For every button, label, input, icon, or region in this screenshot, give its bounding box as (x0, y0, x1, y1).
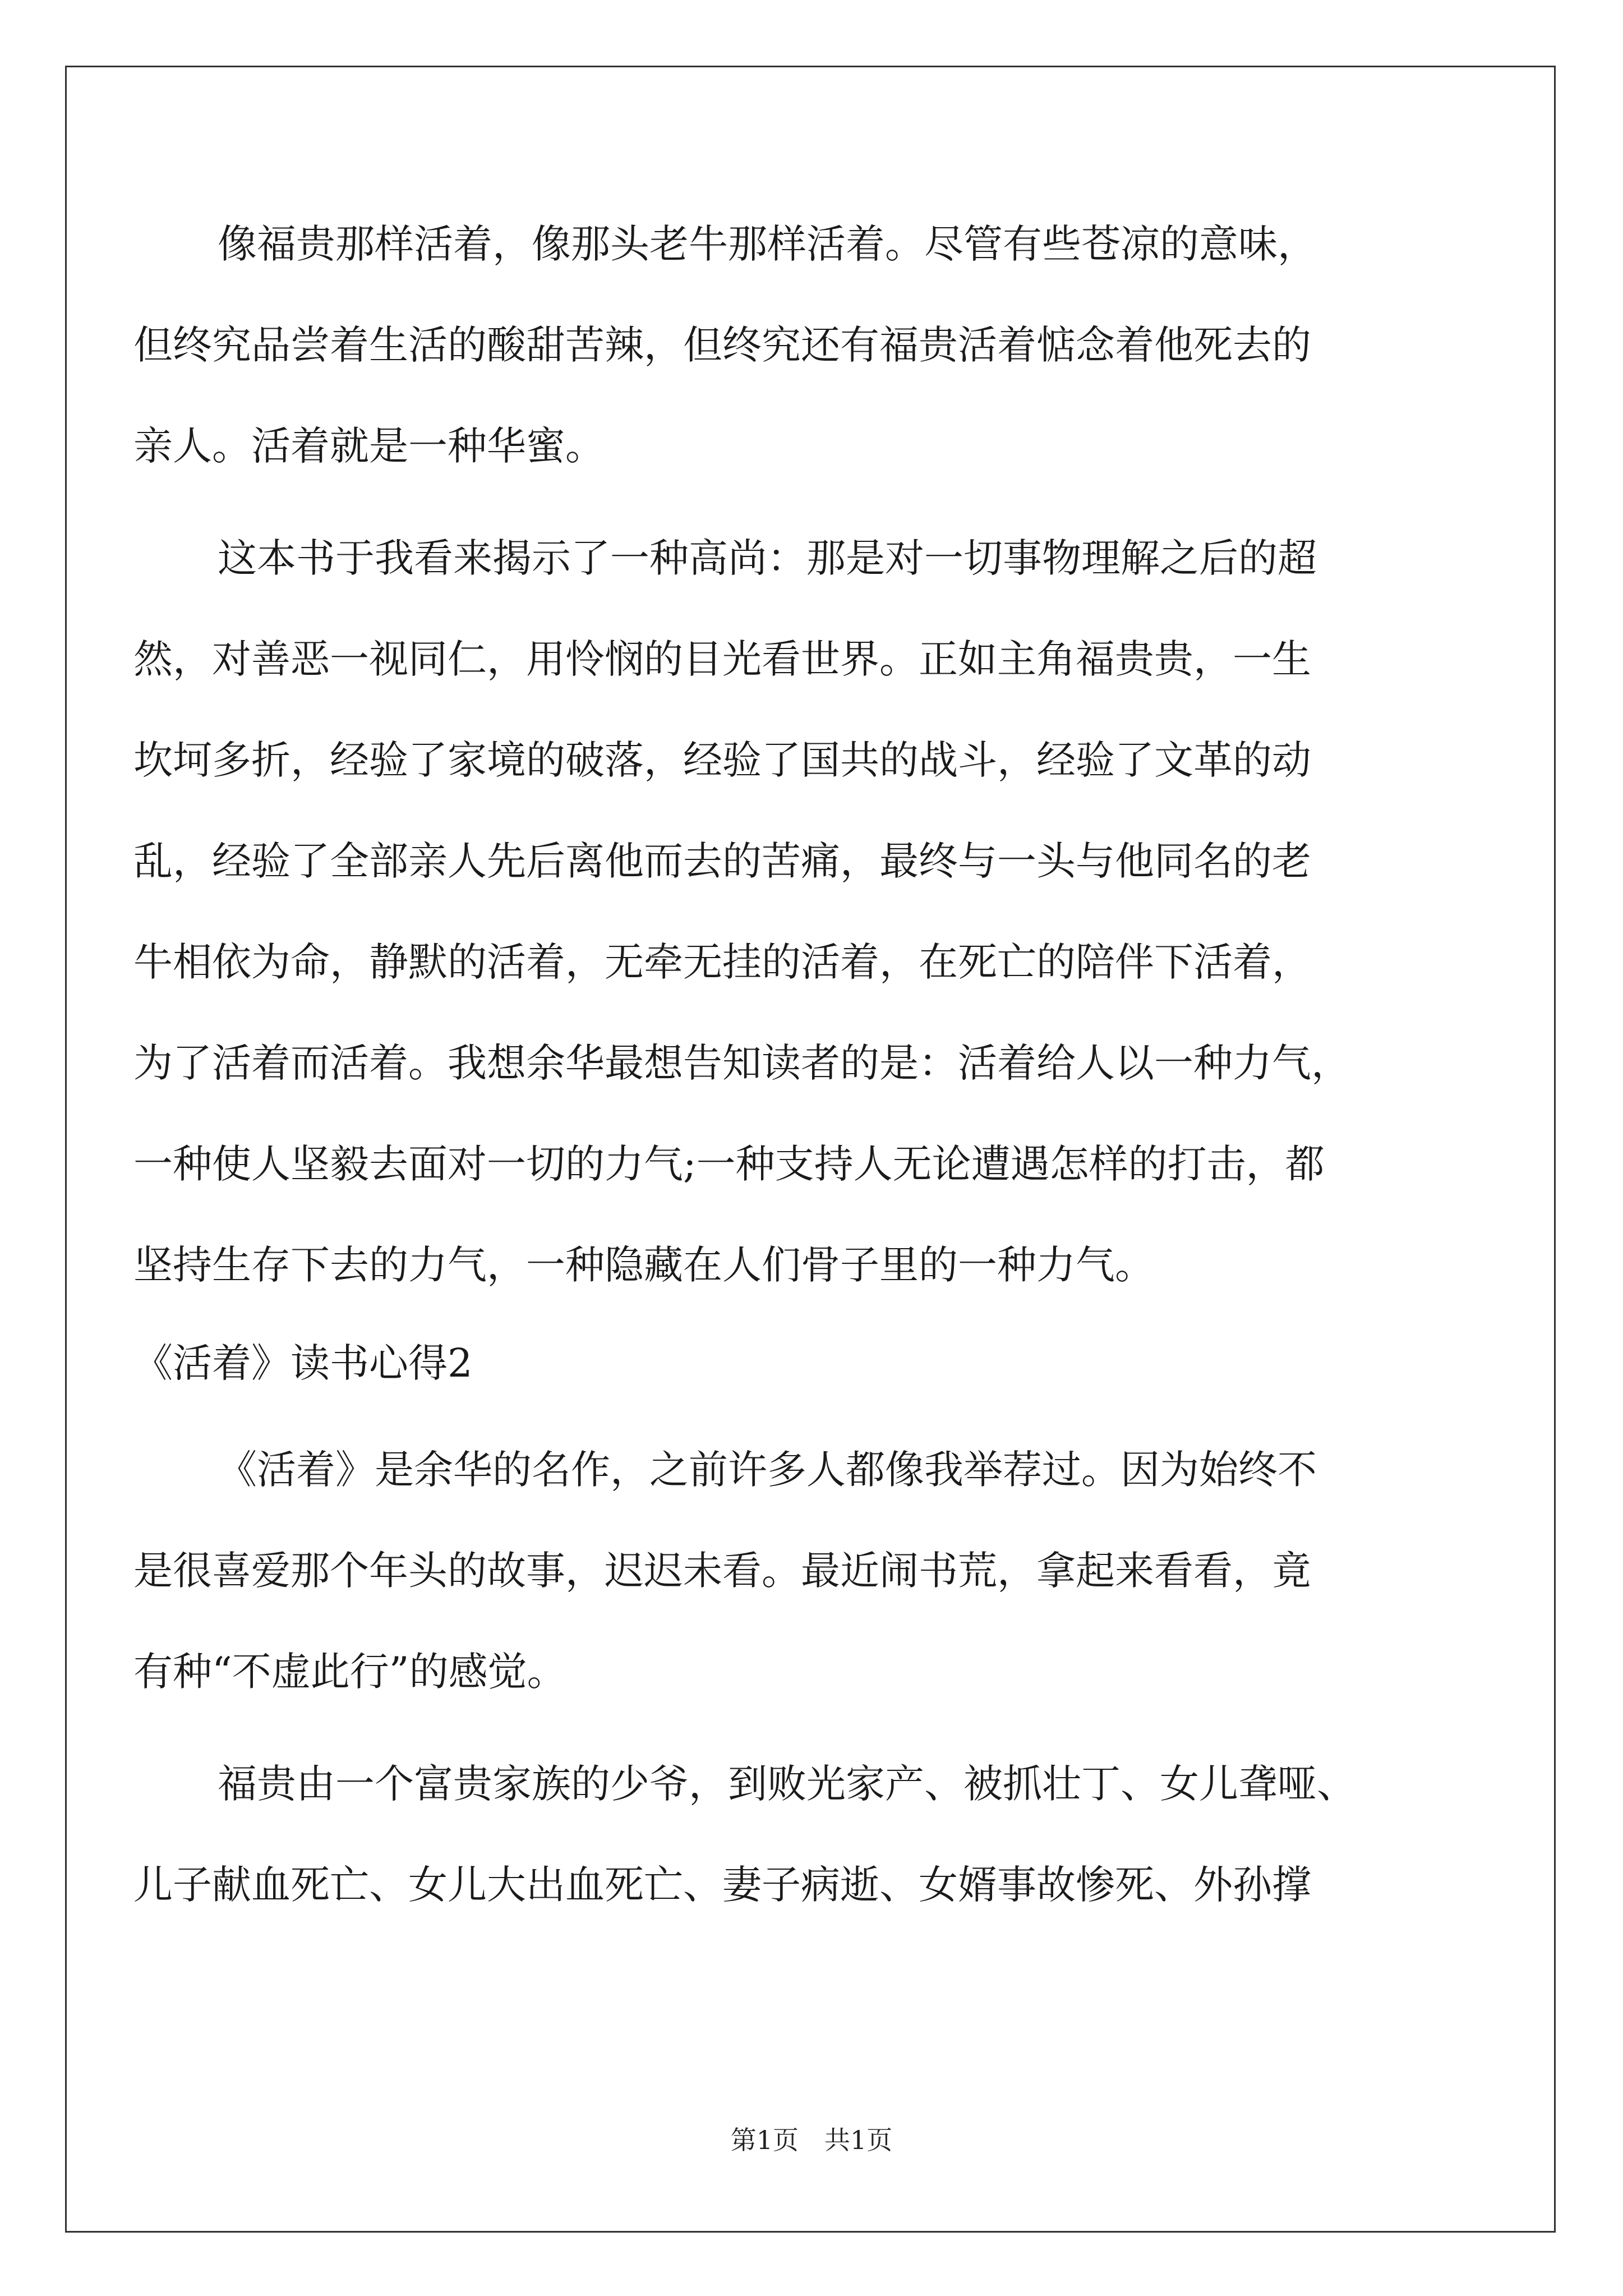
paragraph-line: 然，对善恶一视同仁，用怜悯的目光看世界。正如主角福贵贵，一生 (133, 636, 1311, 682)
paragraph-line: 坚持生存下去的力气，一种隐藏在人们骨子里的一种力气。 (133, 1242, 1154, 1288)
paragraph-line: 这本书于我看来揭示了一种高尚：那是对一切事物理解之后的超 (218, 535, 1317, 581)
paragraph-line: 乱，经验了全部亲人先后离他而去的苦痛，最终与一头与他同名的老 (133, 838, 1311, 884)
paragraph-line: 坎坷多折，经验了家境的破落，经验了国共的战斗，经验了文革的动 (133, 737, 1311, 783)
section-heading: 《活着》读书心得2 (133, 1340, 473, 1386)
paragraph-line: 牛相依为命，静默的活着，无牵无挂的活着，在死亡的陪伴下活着， (133, 939, 1311, 985)
paragraph-line: 是很喜爱那个年头的故事，迟迟未看。最近闹书荒，拿起来看看，竟 (133, 1548, 1311, 1594)
paragraph-line: 福贵由一个富贵家族的少爷，到败光家产、被抓壮丁、女儿聋哑、 (218, 1761, 1356, 1807)
paragraph-line: 但终究品尝着生活的酸甜苦辣，但终究还有福贵活着惦念着他死去的 (133, 322, 1311, 368)
paragraph-line: 《活着》是余华的名作，之前许多人都像我举荐过。因为始终不 (218, 1447, 1317, 1493)
paragraph-line: 有种“不虚此行”的感觉。 (133, 1649, 566, 1695)
paragraph-line: 儿子献血死亡、女儿大出血死亡、妻子病逝、女婿事故惨死、外孙撑 (133, 1862, 1311, 1908)
paragraph-line: 像福贵那样活着，像那头老牛那样活着。尽管有些苍凉的意味， (218, 221, 1317, 267)
paragraph-line: 亲人。活着就是一种华蜜。 (133, 423, 605, 469)
page-footer: 第1页 共1页 (730, 2125, 893, 2155)
paragraph-line: 为了活着而活着。我想余华最想告知读者的是：活着给人以一种力气， (133, 1040, 1350, 1086)
paragraph-line: 一种使人坚毅去面对一切的力气;一种支持人无论遭遇怎样的打击，都 (133, 1141, 1325, 1187)
